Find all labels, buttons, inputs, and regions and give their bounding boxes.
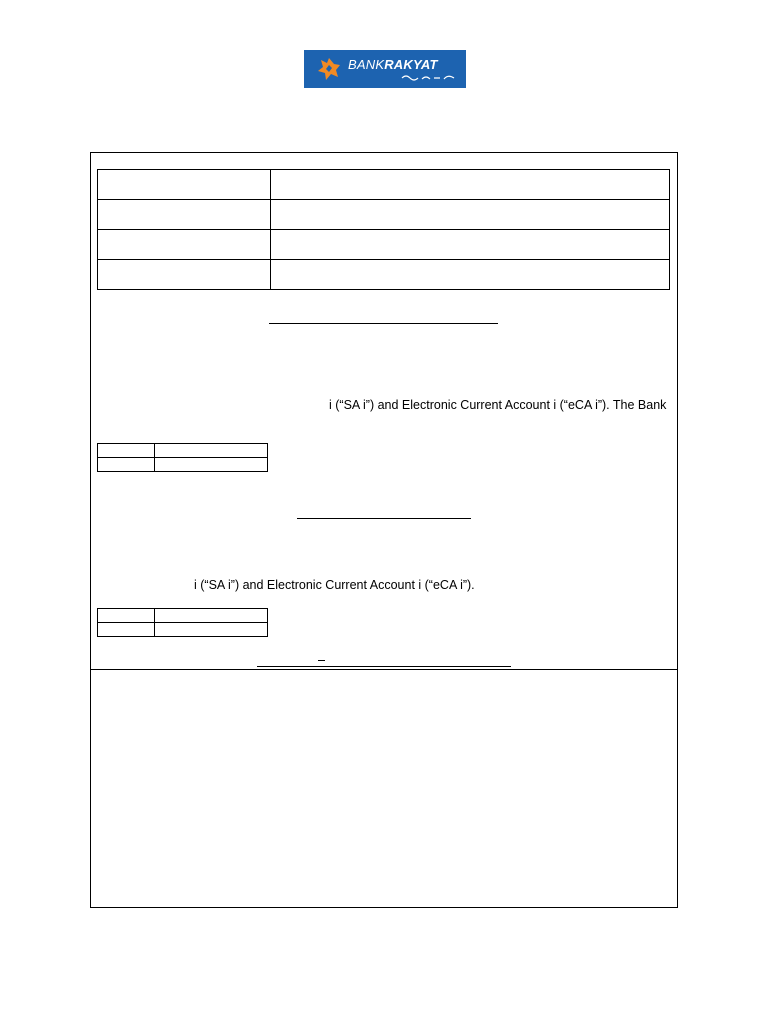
bank-rakyat-logo	[304, 50, 466, 88]
logo-wordmark	[348, 57, 438, 72]
table-cell	[155, 609, 268, 623]
table-row	[98, 170, 670, 200]
table-cell-label	[98, 170, 271, 200]
section2-table	[97, 608, 268, 637]
table-cell-label	[98, 200, 271, 230]
table-cell-value	[271, 260, 670, 290]
table-cell-value	[271, 230, 670, 260]
table-cell-value	[271, 200, 670, 230]
table-row	[98, 609, 268, 623]
section3-dash-mark	[318, 660, 325, 661]
section1-table	[97, 443, 268, 472]
table-cell	[98, 623, 155, 637]
section2-paragraph: i (“SA i”) and Electronic Current Account i (“eCA i”).	[194, 578, 475, 592]
table-row	[98, 458, 268, 472]
table-row	[98, 200, 670, 230]
table-cell	[98, 458, 155, 472]
table-cell	[155, 444, 268, 458]
table-row	[98, 623, 268, 637]
table-row	[98, 260, 670, 290]
table-row	[98, 444, 268, 458]
section2-heading-underline	[297, 518, 471, 519]
section3-heading-underline	[257, 666, 511, 667]
table-cell	[155, 623, 268, 637]
logo-wordmark-part1: BANK	[348, 57, 385, 72]
table-cell	[98, 609, 155, 623]
bank-rakyat-emblem-icon	[316, 56, 342, 82]
frame-divider	[90, 669, 678, 670]
table-cell	[98, 444, 155, 458]
table-row	[98, 230, 670, 260]
section1-heading-underline	[269, 323, 498, 324]
table-cell-label	[98, 260, 271, 290]
logo-script-mark	[400, 73, 456, 81]
info-table	[97, 169, 670, 290]
table-cell-label	[98, 230, 271, 260]
table-cell-value	[271, 170, 670, 200]
table-cell	[155, 458, 268, 472]
logo-wordmark-part2: RAKYAT	[384, 57, 438, 72]
section1-paragraph: i (“SA i”) and Electronic Current Account i (“eCA i”). The Bank	[329, 398, 667, 412]
